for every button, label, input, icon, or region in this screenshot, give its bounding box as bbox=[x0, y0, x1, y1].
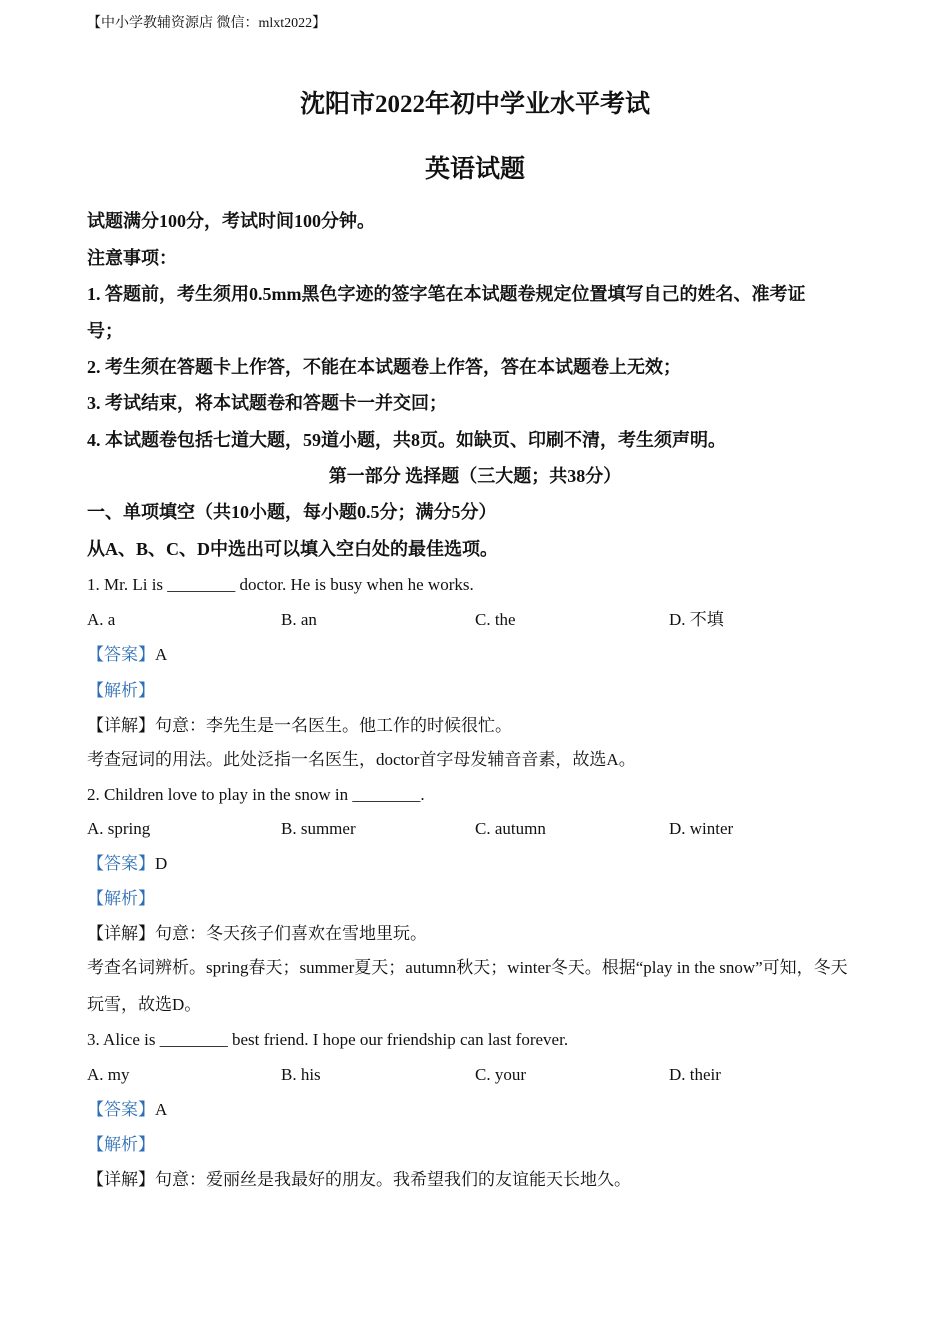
analysis-line bbox=[87, 680, 155, 702]
answer-tag: 【答案】 bbox=[87, 1100, 155, 1119]
detail-tag: 【详解】 bbox=[87, 1170, 155, 1189]
analysis-tag: 【解析】 bbox=[87, 681, 155, 700]
answer-line bbox=[87, 1099, 167, 1121]
detail-line bbox=[87, 715, 512, 737]
detail-tag: 【详解】 bbox=[87, 716, 155, 735]
answer-tag: 【答案】 bbox=[87, 854, 155, 873]
exam-info: 试题满分100分，考试时间100分钟。 bbox=[87, 211, 375, 231]
analysis-line bbox=[87, 1134, 155, 1156]
option-d: D. their bbox=[669, 1065, 721, 1084]
part-heading: 第一部分 选择题（三大题；共38分） bbox=[328, 466, 622, 486]
question-stem: 1. Mr. Li is ________ doctor. He is busy when he works. bbox=[87, 575, 474, 594]
question-stem: 2. Children love to play in the snow in ________. bbox=[87, 785, 425, 804]
detail-text: 句意：李先生是一名医生。他工作的时候很忙。 bbox=[155, 716, 512, 735]
notice-heading: 注意事项： bbox=[87, 248, 177, 268]
question-stem: 3. Alice is ________ best friend. I hope our friendship can last forever. bbox=[87, 1030, 569, 1049]
explanation-text: 玩雪，故选D。 bbox=[87, 995, 202, 1014]
detail-text: 句意：爱丽丝是我最好的朋友。我希望我们的友谊能天长地久。 bbox=[155, 1170, 631, 1189]
analysis-tag: 【解析】 bbox=[87, 889, 155, 908]
option-c: C. your bbox=[475, 1065, 526, 1084]
page-header: 【中小学教辅资源店 微信：mlxt2022】 bbox=[87, 16, 327, 31]
option-a: A. a bbox=[87, 610, 116, 629]
option-b: B. his bbox=[281, 1065, 321, 1084]
answer-line bbox=[87, 644, 167, 666]
answer-value: A bbox=[155, 645, 168, 664]
option-a: A. spring bbox=[87, 819, 151, 838]
answer-tag: 【答案】 bbox=[87, 645, 155, 664]
exam-subtitle: 英语试题 bbox=[424, 156, 525, 183]
option-b: B. an bbox=[281, 610, 317, 629]
notice-item: 4. 本试题卷包括七道大题，59道小题，共8页。如缺页、印刷不清，考生须声明。 bbox=[87, 430, 726, 450]
notice-item: 号； bbox=[87, 321, 123, 341]
section-heading: 一、单项填空（共10小题，每小题0.5分；满分5分） bbox=[87, 502, 497, 522]
exam-title: 沈阳市2022年初中学业水平考试 bbox=[299, 91, 650, 118]
section-instruction: 从A、B、C、D中选出可以填入空白处的最佳选项。 bbox=[87, 539, 499, 559]
explanation-text: 考查名词辨析。spring春天；summer夏天；autumn秋天；winter冬天。根据“play in the snow”可知，冬天 bbox=[87, 958, 848, 977]
option-d: D. 不填 bbox=[669, 610, 724, 629]
detail-line bbox=[87, 1169, 631, 1191]
detail-line bbox=[87, 923, 427, 945]
analysis-line bbox=[87, 888, 155, 910]
analysis-tag: 【解析】 bbox=[87, 1135, 155, 1154]
option-c: C. the bbox=[475, 610, 516, 629]
answer-value: A bbox=[155, 1100, 168, 1119]
detail-text: 句意：冬天孩子们喜欢在雪地里玩。 bbox=[155, 924, 427, 943]
option-c: C. autumn bbox=[475, 819, 546, 838]
explanation-text: 考查冠词的用法。此处泛指一名医生，doctor首字母发辅音音素，故选A。 bbox=[87, 750, 636, 769]
option-b: B. summer bbox=[281, 819, 356, 838]
notice-item: 2. 考生须在答题卡上作答，不能在本试题卷上作答，答在本试题卷上无效； bbox=[87, 357, 681, 377]
notice-item: 1. 答题前，考生须用0.5mm黑色字迹的签字笔在本试题卷规定位置填写自己的姓名、准考证 bbox=[87, 284, 806, 304]
answer-value: D bbox=[155, 854, 168, 873]
option-a: A. my bbox=[87, 1065, 130, 1084]
answer-line bbox=[87, 853, 167, 875]
notice-item: 3. 考试结束，将本试题卷和答题卡一并交回； bbox=[87, 393, 447, 413]
option-d: D. winter bbox=[669, 819, 734, 838]
detail-tag: 【详解】 bbox=[87, 924, 155, 943]
